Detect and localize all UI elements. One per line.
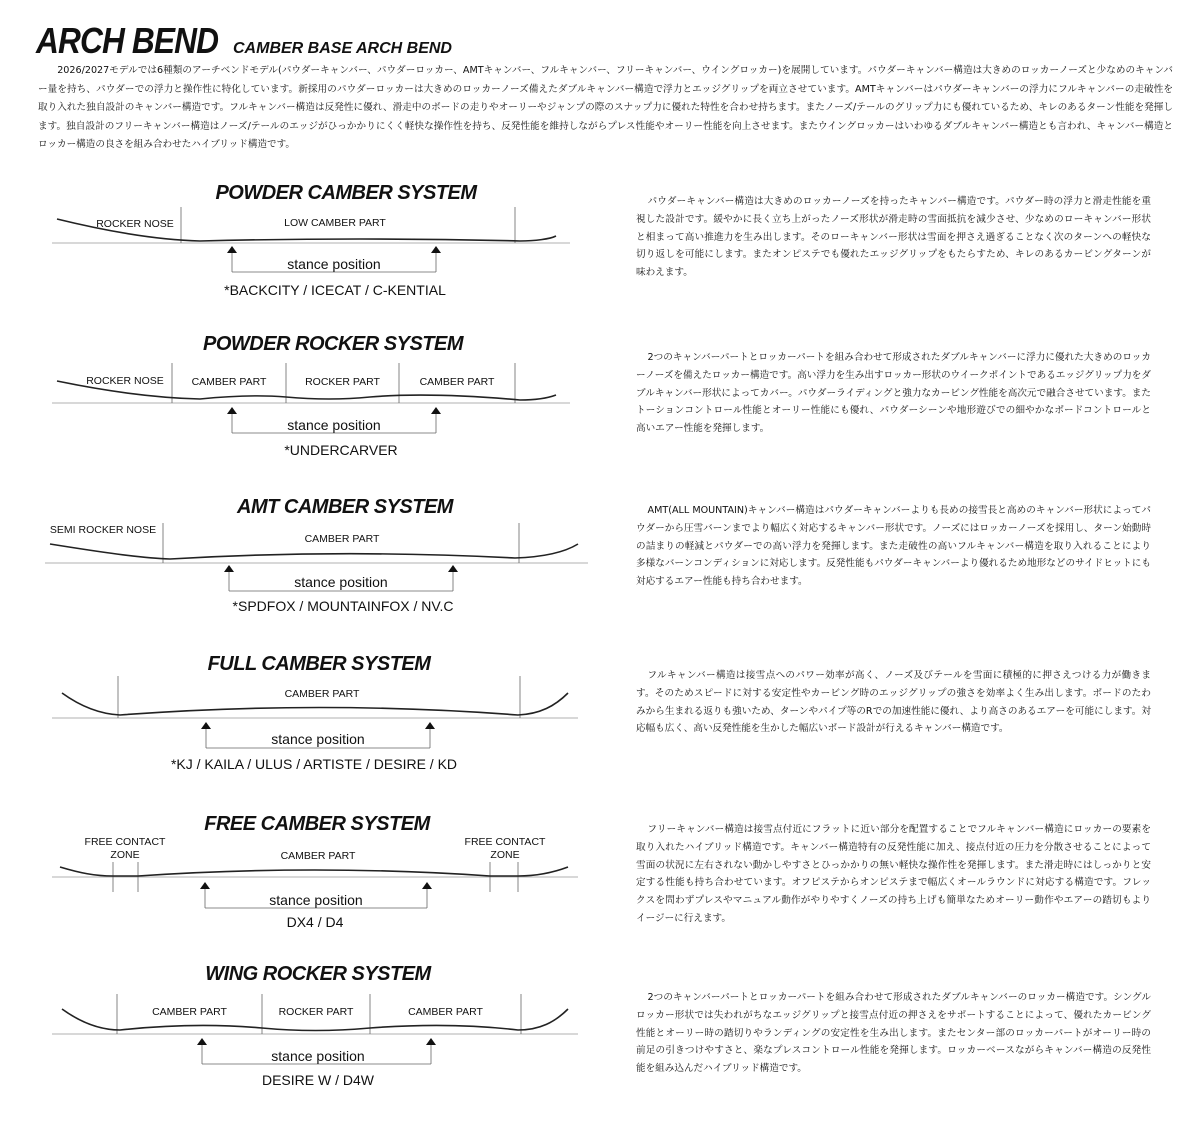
powder-camber-description: パウダーキャンバー構造は大きめのロッカーノーズを持ったキャンバー構造です。パウダー時の浮力と滑走性能を重視した設計です。緩やかに長く立ち上がったノーズ形状が滑走時の雪面抵抗を減少させ、少なめのローキャンバー形状と相まって高い推進力を生み出します。そのローキャンバー形状は雪面を押さえ過ぎることなく次のターンへの軽快な切り返しを可能にします。またオンピステでも優れたエッジグリップをもたらすため、キレのあるカービングターンが味わえます。 (636, 196, 1151, 279)
label-free-contact-right: FREE CONTACT (464, 836, 546, 848)
amt-camber-description: AMT(ALL MOUNTAIN)キャンバー構造はパウダーキャンバーよりも長めの接雪長と高めのキャンバー形状によってパウダーから圧雪バーンまでより幅広く対応するキャンバー形状です。ノーズにはロッカーノーズを採用し、ターン始動時の詰まりの軽減とパウダーでの高い浮力を発揮します。また走破性の高いフルキャンバー構造を取り入れることにより多様なバーンコンディションに対応します。反発性能もパウダーキャンバーより優れるため地形などのサイドヒットにも対応するエアー性能も持ち合わせます。 (636, 505, 1151, 588)
free-camber-description: フリーキャンバー構造は接雪点付近にフラットに近い部分を配置することでフルキャンバー構造にロッカーの要素を取り入れたハイブリッド構造です。キャンバー構造特有の反発性能に加え、接点付近の圧力を分散させることによって雪面の状況に左右されない動かしやすさとひっかかりの無い軽快な操作性を発揮します。また滑走時にはしっかりと安定する性能も持ち合わせています。オフピステからオンピステまで幅広くオールラウンドに対応する構造です。フレックスを問わずプレスやマニュアル動作がやりやすくノーズの持ち上げも簡単なためオーリー動作やエアーの踏切もよりイージーに行えます。 (636, 824, 1151, 924)
label-camber-part: CAMBER PART (419, 376, 495, 388)
full-camber-models: *KJ / KAILA / ULUS / ARTISTE / DESIRE / KD (170, 756, 458, 772)
label-semi-rocker-nose: SEMI ROCKER NOSE (49, 524, 157, 536)
powder-camber-title: POWDER CAMBER SYSTEM (215, 182, 477, 204)
wing-rocker-models: DESIRE W / D4W (261, 1072, 374, 1088)
powder-rocker-title: POWDER ROCKER SYSTEM (202, 333, 464, 355)
amt-camber-models: *SPDFOX / MOUNTAINFOX / NV.C (232, 598, 454, 614)
label-zone-right: ZONE (490, 849, 520, 861)
label-low-camber-part: LOW CAMBER PART (284, 217, 386, 229)
page-title: ARCH BEND (36, 20, 219, 61)
label-camber-part: CAMBER PART (304, 533, 380, 545)
label-rocker-nose: ROCKER NOSE (96, 218, 174, 230)
free-camber-models: DX4 / D4 (286, 914, 344, 930)
amt-camber-title: AMT CAMBER SYSTEM (237, 496, 453, 518)
label-zone-left: ZONE (110, 849, 140, 861)
stance-position-label: stance position (271, 731, 365, 747)
stance-position-label: stance position (287, 417, 381, 433)
label-camber-part: CAMBER PART (152, 1006, 227, 1018)
powder-rocker-description: 2つのキャンバーパートとロッカーパートを組み合わせて形成されたダブルキャンバーに浮力に優れた大きめのロッカーノーズを備えたロッカー構造です。高い浮力を生み出すロッカー形状のウイークポイントであるエッジグリップ力をダブルキャンバー形状によってカバー。パウダーライディングと強力なカービング性能を高次元で融合させています。またトーションコントロール性能とオーリー性能にも優れ、パウダーシーンや地形遊びでの細やかなボードコントロールと高いエアー性能を発揮します。 (636, 352, 1151, 435)
powder-rocker-models: *UNDERCARVER (284, 442, 398, 458)
wing-rocker-description: 2つのキャンバーパートとロッカーパートを組み合わせて形成されたダブルキャンバーのロッカー構造です。シングルロッカー形状では失われがちなエッジグリップと接雪点付近の押さえをサポートすることによって、優れたカービング性能とオーリー時の踏切りやランディングの安定性を生み出します。またセンター部のロッカーパートがオーリー時の前足の引きつけやすさと、楽なプレスコントロール性能を発揮します。ロッカーベースながらキャンバー構造の反発性能を組み込んだハイブリッド構造です。 (636, 992, 1151, 1075)
full-camber-title: FULL CAMBER SYSTEM (207, 653, 431, 675)
label-camber-part: CAMBER PART (280, 850, 356, 862)
free-camber-title: FREE CAMBER SYSTEM (204, 813, 430, 835)
label-camber-part: CAMBER PART (191, 376, 267, 388)
powder-camber-models: *BACKCITY / ICECAT / C-KENTIAL (224, 282, 446, 298)
full-camber-description: フルキャンバー構造は接雪点へのパワー効率が高く、ノーズ及びテールを雪面に積極的に押さえつける力が働きます。そのためスピードに対する安定性やカービング時のエッジグリップの強さを効率よく生み出します。ボードのたわみから生まれる返りも強いため、ターンやパイプ等のRでの加速性能に優れ、より高さのあるエアーを可能にします。対応幅も広く、高い反発性能を生かした幅広いボード設計が行えるキャンバー構造です。 (636, 670, 1151, 735)
stance-position-label: stance position (294, 574, 388, 590)
label-rocker-nose: ROCKER NOSE (86, 375, 164, 387)
stance-position-label: stance position (269, 892, 363, 908)
wing-rocker-title: WING ROCKER SYSTEM (205, 963, 431, 985)
label-rocker-part: ROCKER PART (305, 376, 380, 388)
label-rocker-part: ROCKER PART (278, 1006, 354, 1018)
stance-position-label: stance position (271, 1048, 365, 1064)
label-camber-part: CAMBER PART (408, 1006, 483, 1018)
intro-paragraph: 2026/2027モデルでは6種類のアーチベンドモデル(パウダーキャンバー、パウダーロッカー、AMTキャンバー、フルキャンバー、フリーキャンバー、ウイングロッカー)を展開しています。パウダーキャンバー構造は大きめのロッカーノーズと少なめのキャンバー量を持ち、パウダーでの浮力と操作性に特化しています。新採用のパウダーロッカーは大きめのロッカーノーズ備えたダブルキャンバー構造で浮力とエッジグリップを両立させています。AMTキャンバーはパウダーキャンバーの浮力にフルキャンバーの走破性を取り入れた独自設計のキャンバー構造です。フルキャンバー構造は反発性に優れ、滑走中のボードの走りやオーリーやジャンプの際のスナップ力に優れた特性を合わせ持ちます。またノーズ/テールのグリップ力にも優れているため、キレのあるターン性能を発揮します。独自設計のフリーキャンバー構造はノーズ/テールのエッジがひっかかりにくく軽快な操作性を持ち、反発性能を維持しながらプレス性能やオーリー性能を向上させます。またウイングロッカーはいわゆるダブルキャンバー構造とも言われ、キャンバー構造とロッカー構造の良さを組み合わせたハイブリッド構造です。 (38, 65, 1173, 151)
label-free-contact-left: FREE CONTACT (84, 836, 166, 848)
stance-position-label: stance position (287, 256, 381, 272)
page-subtitle: CAMBER BASE ARCH BEND (233, 40, 452, 57)
label-camber-part: CAMBER PART (284, 688, 360, 700)
